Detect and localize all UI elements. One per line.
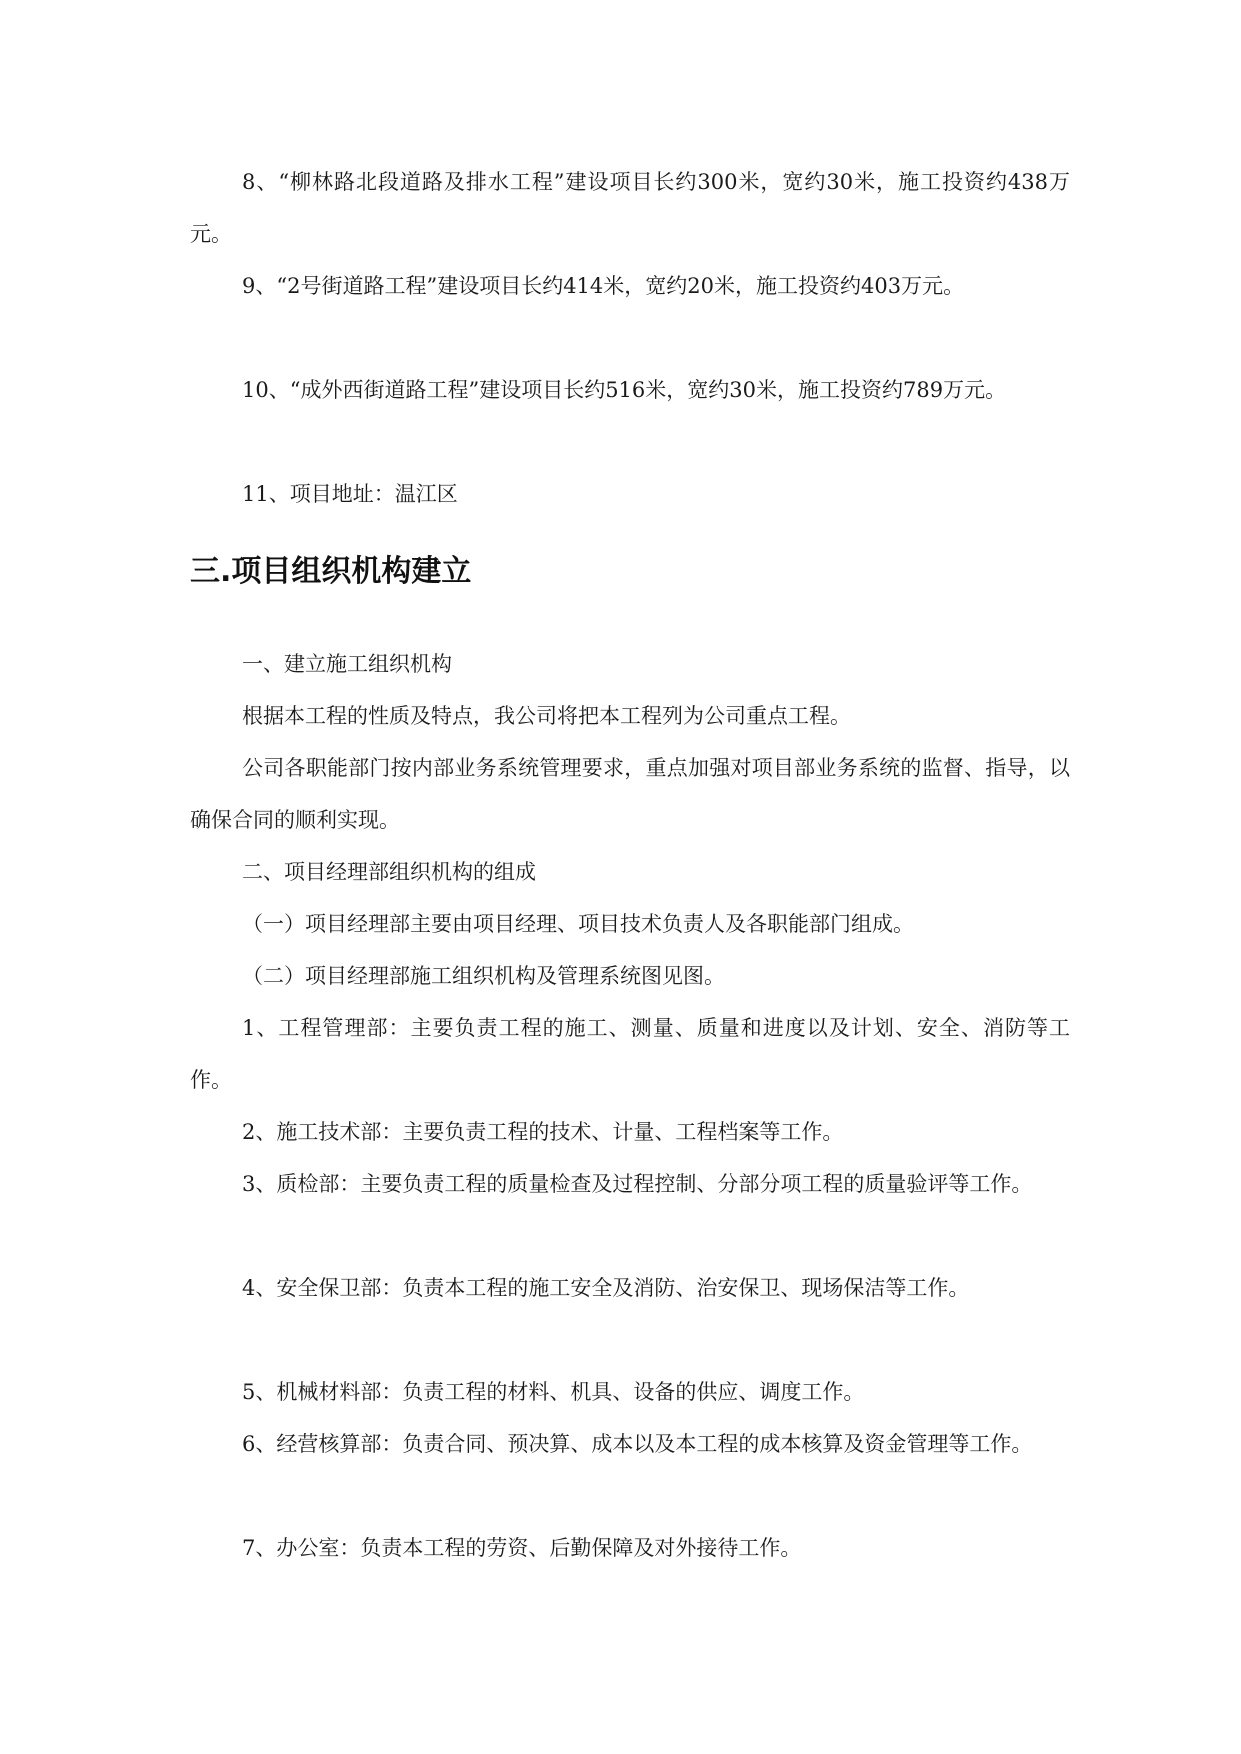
paragraph-dept-5: 5、机械材料部：负责工程的材料、机具、设备的供应、调度工作。	[242, 1380, 865, 1404]
paragraph-item-8: 8、“柳林路北段道路及排水工程”建设项目长约300米，宽约30米，施工投资约438万元。	[190, 170, 1070, 246]
paragraph-dept-7: 7、办公室：负责本工程的劳资、后勤保障及对外接待工作。	[242, 1536, 802, 1560]
paragraph: （二）项目经理部施工组织机构及管理系统图见图。	[242, 964, 725, 988]
paragraph: （一）项目经理部主要由项目经理、项目技术负责人及各职能部门组成。	[242, 912, 914, 936]
paragraph-dept-4: 4、安全保卫部：负责本工程的施工安全及消防、治安保卫、现场保洁等工作。	[242, 1276, 970, 1300]
paragraph: 根据本工程的性质及特点，我公司将把本工程列为公司重点工程。	[242, 704, 851, 728]
paragraph-dept-2: 2、施工技术部：主要负责工程的技术、计量、工程档案等工作。	[242, 1120, 844, 1144]
paragraph-dept-6: 6、经营核算部：负责合同、预决算、成本以及本工程的成本核算及资金管理等工作。	[242, 1432, 1033, 1456]
paragraph-item-11: 11、项目地址：温江区	[242, 482, 458, 506]
paragraph-item-9: 9、“2号街道路工程”建设项目长约414米，宽约20米，施工投资约403万元。	[242, 274, 965, 298]
section-heading: 三.项目组织机构建立	[190, 554, 472, 589]
paragraph-item-10: 10、“成外西街道路工程”建设项目长约516米，宽约30米，施工投资约789万元。	[242, 378, 1007, 402]
paragraph-subheading-2: 二、项目经理部组织机构的组成	[242, 860, 536, 884]
paragraph-subheading-1: 一、建立施工组织机构	[242, 652, 452, 676]
paragraph-dept-1: 1、工程管理部：主要负责工程的施工、测量、质量和进度以及计划、安全、消防等工作。	[190, 1016, 1070, 1092]
paragraph-dept-3: 3、质检部：主要负责工程的质量检查及过程控制、分部分项工程的质量验评等工作。	[242, 1172, 1033, 1196]
paragraph: 公司各职能部门按内部业务系统管理要求，重点加强对项目部业务系统的监督、指导，以确保合同的顺利实现。	[190, 756, 1070, 832]
